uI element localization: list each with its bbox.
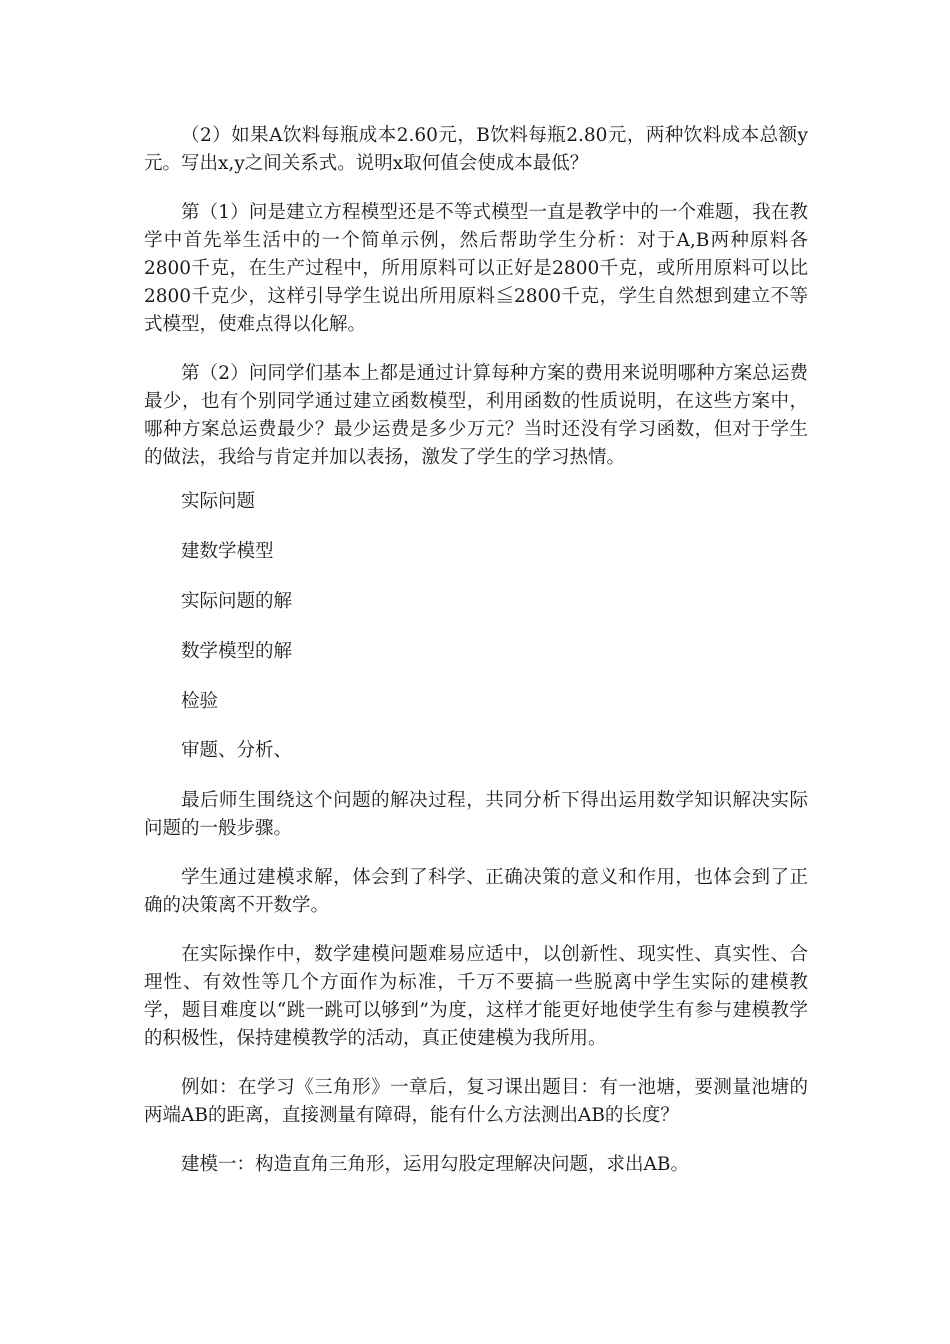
paragraph-part-2-analysis: 第（2）问同学们基本上都是通过计算每种方案的费用来说明哪种方案总运费最少，也有个别同学通过建立函数模型，利用函数的性质说明，在这些方案中，哪种方案总运费最少？最少运费是多少万元？当时还没有学习函数，但对于学生的做法，我给与肯定并加以表扬，激发了学生的学习热情。 (144, 363, 808, 468)
paragraph-model-one: 建模一：构造直角三角形，运用勾股定理解决问题，求出AB。 (181, 1154, 689, 1175)
top-body-text (144, 122, 808, 493)
paragraph-practice-guidance: 在实际操作中，数学建模问题难易应适中，以创新性、现实性、真实性、合理性、有效性等几个方面作为标准，千万不要搞一些脱离中学生实际的建模教学，题目难度以“跳一跳可以够到”为度，这样才能更好地使学生有参与建模教学的积极性，保持建模教学的活动，真正使建模为我所用。 (144, 944, 808, 1049)
flow-label-verify: 检验 (181, 691, 219, 712)
flow-label-model-solution: 数学模型的解 (181, 641, 293, 662)
paragraph-general-steps: 最后师生围绕这个问题的解决过程，共同分析下得出运用数学知识解决实际问题的一般步骤。 (144, 790, 808, 839)
paragraph-modeling-benefit: 学生通过建模求解，体会到了科学、正确决策的意义和作用，也体会到了正确的决策离不开数学。 (144, 867, 808, 916)
flow-label-practical-problem: 实际问题 (181, 491, 256, 512)
flow-label-problem-solution: 实际问题的解 (181, 591, 293, 612)
paragraph-part-1-analysis: 第（1）问是建立方程模型还是不等式模型一直是教学中的一个难题，我在教学中首先举生活中的一个简单示例，然后帮助学生分析：对于A,B两种原料各2800千克，在生产过程中，所用原料可以正好是2800千克，或所用原料可以比2800千克少，这样引导学生说出所用原料≦2800千克，学生自然想到建立不等式模型，使难点得以化解。 (144, 202, 808, 335)
flow-label-build-model: 建数学模型 (181, 541, 274, 562)
flow-label-analyze: 审题、分析、 (181, 740, 293, 761)
question-part-2: （2）如果A饮料每瓶成本2.60元，B饮料每瓶2.80元，两种饮料成本总额y元。写出x,y之间关系式。说明x取何值会使成本最低？ (144, 125, 808, 174)
paragraph-example: 例如：在学习《三角形》一章后，复习课出题目：有一池塘，要测量池塘的两端AB的距离，直接测量有障碍，能有什么方法测出AB的长度？ (144, 1077, 808, 1126)
bottom-body-text (144, 787, 808, 1200)
